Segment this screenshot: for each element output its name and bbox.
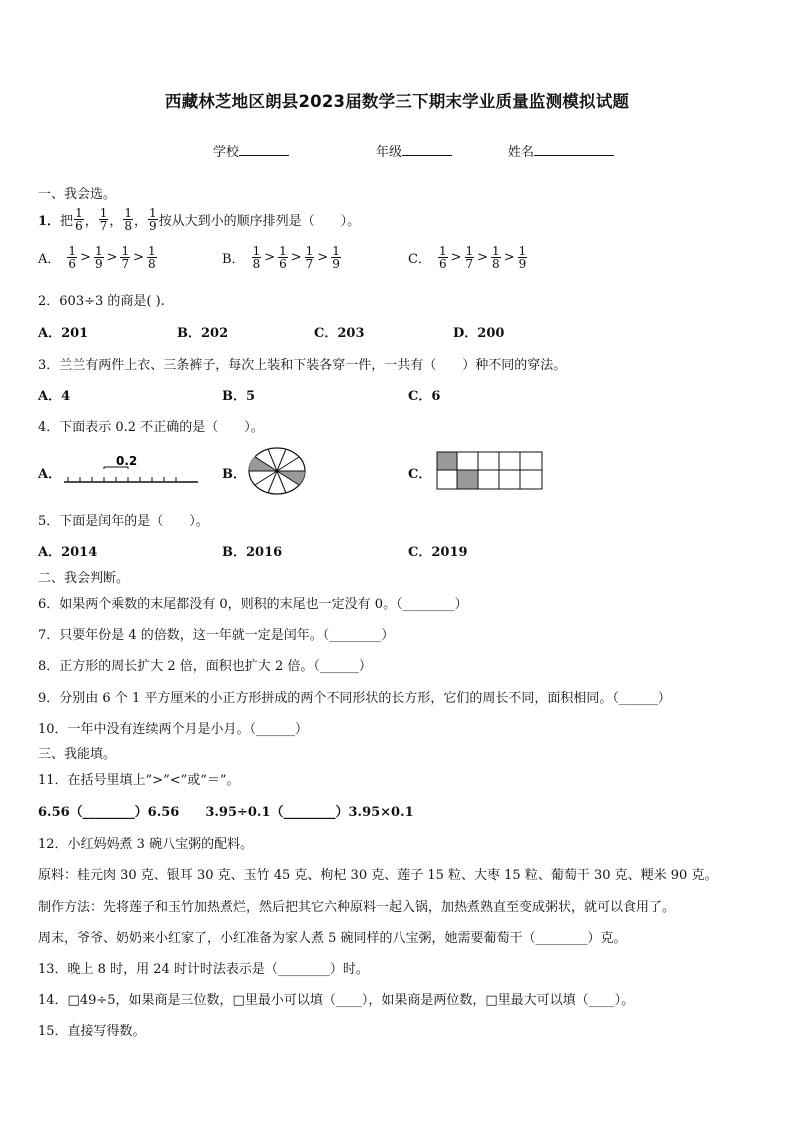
q4-option-b[interactable]: B． (222, 467, 246, 482)
grade-label: 年级 (376, 145, 403, 160)
question-9: 9．分别由 6 个 1 平方厘米的小正方形拼成的两个不同形状的长方形，它们的周长不同，面积相同。（______） (38, 691, 671, 706)
numberline-label: 0.2 (116, 454, 138, 468)
section-1-heading: 一、我会选。 (38, 187, 117, 202)
name-label: 姓名 (508, 145, 535, 160)
q2-option-d[interactable]: D．200 (453, 326, 505, 341)
q1-pre: 把 (60, 214, 74, 229)
grade-blank[interactable] (402, 144, 452, 156)
q4-option-c[interactable]: C． (408, 467, 432, 482)
q5-option-b[interactable]: B．2016 (222, 545, 283, 560)
q3-option-a[interactable]: A．4 (38, 389, 71, 404)
question-13: 13．晚上 8 时，用 24 时计时法表示是（________）时。 (38, 962, 369, 977)
q2-option-b[interactable]: B．202 (177, 326, 229, 341)
q2-option-a[interactable]: A．201 (38, 326, 89, 341)
school-field[interactable] (213, 141, 289, 160)
q1-option-c[interactable]: C． $\frac{1}{6}$ > $\frac{1}{7}$ > $\frac{1}{8}$ > $\frac{1}{9}$ (408, 244, 527, 271)
q3-option-c[interactable]: C．6 (408, 389, 441, 404)
question-15: 15．直接写得数。 (38, 1024, 146, 1039)
question-8: 8．正方形的周长扩大 2 倍，面积也扩大 2 倍。（______） (38, 659, 372, 674)
question-4: 4．下面表示 0.2 不正确的是（ ）。 (38, 420, 264, 435)
section-3-heading: 三、我能填。 (38, 747, 117, 762)
pie-figure (247, 446, 307, 496)
number-line-figure (64, 452, 200, 486)
question-6: 6．如果两个乘数的末尾都没有 0，则积的末尾也一定没有 0。（________） (38, 597, 468, 612)
q1-option-b[interactable]: B． $\frac{1}{8}$ > $\frac{1}{6}$ > $\frac{1}{7}$ > $\frac{1}{9}$ (222, 244, 340, 271)
q4-option-a[interactable]: A． (38, 467, 62, 482)
question-10: 10．一年中没有连续两个月是小月。（______） (38, 722, 309, 737)
question-5: 5．下面是闰年的是（ ）。 (38, 514, 209, 529)
q3-option-b[interactable]: B．5 (222, 389, 256, 404)
q2-option-c[interactable]: C．203 (314, 326, 365, 341)
grid-figure (436, 451, 544, 491)
page-title: 西藏林芝地区朗县2023届数学三下期末学业质量监测模拟试题 (164, 92, 630, 111)
q1-option-a[interactable]: A． $\frac{1}{6}$ > $\frac{1}{9}$ > $\frac{1}{7}$ > $\frac{1}{8}$ (38, 244, 156, 271)
question-11: 11．在括号里填上”>”<”或“＝”。 (38, 773, 240, 788)
question-1: 1． 把 $\frac{1}{6}$ ， $\frac{1}{7}$ ， $\frac{1}{8}$ ， $\frac{1}{9}$ 按从大到小的顺序排列是（ ）。 (38, 206, 361, 233)
question-3: 3．兰兰有两件上衣、三条裤子，每次上装和下装各穿一件，一共有（ ）种不同的穿法。 (38, 358, 567, 373)
school-blank[interactable] (239, 144, 289, 156)
fraction: $\frac{1}{8}$ (124, 206, 133, 233)
question-12-method: 制作方法：先将莲子和玉竹加热煮烂，然后把其它六种原料一起入锅，加热煮熟直至变成粥状，就可以食用了。 (38, 900, 676, 915)
fraction: $\frac{1}{6}$ (75, 206, 83, 233)
q1-number: 1． (38, 214, 61, 229)
fraction: $\frac{1}{9}$ (149, 206, 157, 233)
question-12: 12．小红妈妈煮 3 碗八宝粥的配料。 (38, 837, 254, 852)
q1-post: 按从大到小的顺序排列是（ ）。 (158, 214, 361, 229)
school-label: 学校 (213, 145, 240, 160)
fraction: $\frac{1}{7}$ (99, 206, 108, 233)
question-12-ask: 周末，爷爷、奶奶来小红家了，小红准备为家人煮 5 碗同样的八宝粥，她需要葡萄干（________）克。 (38, 931, 627, 946)
grade-field[interactable] (376, 141, 452, 160)
name-field[interactable] (508, 141, 614, 160)
section-2-heading: 二、我会判断。 (38, 571, 130, 586)
question-2: 2．603÷3 的商是( ). (38, 294, 165, 309)
q5-option-c[interactable]: C．2019 (408, 545, 468, 560)
question-11-line2: 6.56（________）6.56 3.95÷0.1（________）3.95×0.1 (38, 805, 414, 820)
question-12-ingredients: 原料：桂元肉 30 克、银耳 30 克、玉竹 45 克、枸杞 30 克、莲子 15 粒、大枣 15 粒、葡萄干 30 克、粳米 90 克。 (38, 868, 718, 883)
name-blank[interactable] (534, 144, 614, 156)
question-14: 14．□49÷5，如果商是三位数，□里最小可以填（____），如果商是两位数，□里最大可以填（____）。 (38, 993, 635, 1008)
q5-option-a[interactable]: A．2014 (38, 545, 98, 560)
question-7: 7．只要年份是 4 的倍数，这一年就一定是闰年。（________） (38, 628, 395, 643)
